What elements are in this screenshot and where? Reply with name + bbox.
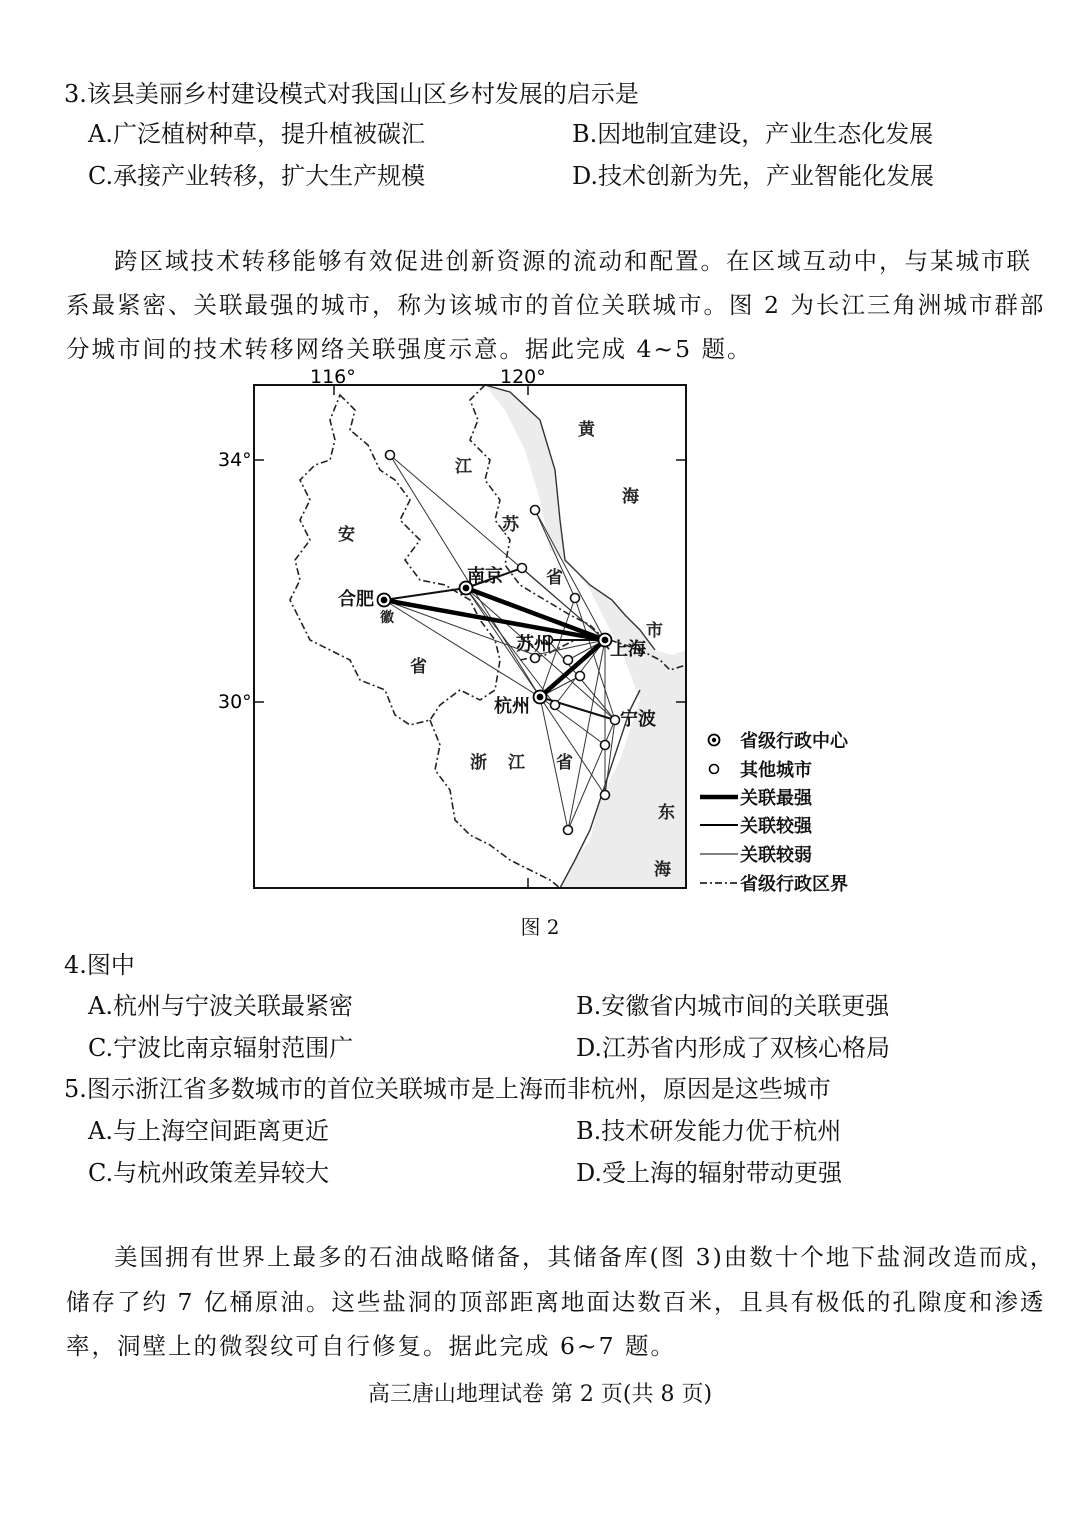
region-sheng-2: 省 [410, 657, 427, 677]
q5-option-a: A.与上海空间距离更近 [88, 1117, 329, 1145]
region-an: 安 [338, 525, 355, 545]
q5-stem: 5.图示浙江省多数城市的首位关联城市是上海而非杭州，原因是这些城市 [64, 1075, 831, 1103]
lat-34: 34° [218, 449, 252, 471]
legend [700, 730, 849, 895]
label-suzhou: 苏州 [516, 634, 552, 655]
lon-116: 116° [310, 366, 356, 388]
label-hangzhou: 杭州 [494, 696, 530, 717]
page-footer: 高三唐山地理试卷 第 2 页(共 8 页) [367, 1382, 713, 1407]
links-weak [384, 455, 615, 830]
q4-option-c: C.宁波比南京辐射范围广 [88, 1034, 354, 1062]
intro1-line-1: 跨区域技术转移能够有效促进创新资源的流动和配置。在区域互动中，与某城市联 [114, 247, 1032, 275]
legend-boundary: 省级行政区界 [740, 874, 848, 895]
figure-2-map [0, 360, 1080, 900]
label-hefei: 合肥 [338, 589, 374, 610]
region-jiang-2: 江 [508, 753, 525, 773]
region-zhe: 浙 [470, 753, 487, 773]
intro2-line-2: 储存了约 7 亿桶原油。这些盐洞的顶部距离地面达数百米，且具有极低的孔隙度和渗透 [66, 1288, 1046, 1316]
intro1-line-2: 系最紧密、关联最强的城市，称为该城市的首位关联城市。图 2 为长江三角洲城市群部 [66, 291, 1046, 319]
q4-option-b: B.安徽省内城市间的关联更强 [576, 992, 890, 1020]
intro2-line-3: 率，洞壁上的微裂纹可自行修复。据此完成 6~7 题。 [66, 1332, 677, 1360]
region-hai-1: 海 [622, 487, 639, 507]
q4-stem: 4.图中 [64, 951, 135, 979]
q3-stem: 3.该县美丽乡村建设模式对我国山区乡村发展的启示是 [64, 80, 639, 108]
q3-option-d: D.技术创新为先，产业智能化发展 [572, 162, 935, 190]
region-shanghai-shi: 市 [646, 621, 663, 641]
q3-option-c: C.承接产业转移，扩大生产规模 [88, 162, 426, 190]
q4-option-d: D.江苏省内形成了双核心格局 [576, 1034, 891, 1062]
q5-option-b: B.技术研发能力优于杭州 [576, 1117, 842, 1145]
region-su: 苏 [502, 515, 519, 535]
region-dong: 东 [658, 803, 675, 823]
legend-stronger: 关联较强 [740, 816, 812, 837]
intro1-line-3: 分城市间的技术转移网络关联强度示意。据此完成 4~5 题。 [66, 335, 753, 363]
region-hui: 徽 [380, 610, 394, 626]
region-hai-2: 海 [654, 860, 671, 880]
label-shanghai: 上海 [610, 639, 646, 660]
region-sheng-1: 省 [546, 568, 563, 588]
figure-2-caption: 图 2 [520, 915, 560, 939]
label-ningbo: 宁波 [620, 709, 656, 730]
region-jiang: 江 [455, 457, 472, 477]
legend-provincial-center: 省级行政中心 [740, 731, 848, 752]
q3-option-a: A.广泛植树种草，提升植被碳汇 [88, 120, 425, 148]
q3-option-b: B.因地制宜建设，产业生态化发展 [572, 120, 934, 148]
label-nanjing: 南京 [467, 566, 503, 587]
legend-strongest: 关联最强 [740, 788, 812, 809]
q5-option-c: C.与杭州政策差异较大 [88, 1159, 330, 1187]
region-sheng-3: 省 [556, 753, 573, 773]
legend-weaker: 关联较弱 [740, 845, 812, 866]
region-huang: 黄 [578, 420, 595, 440]
legend-other-city: 其他城市 [740, 760, 812, 781]
lon-120: 120° [500, 366, 546, 388]
lat-30: 30° [218, 691, 252, 713]
q5-option-d: D.受上海的辐射带动更强 [576, 1159, 843, 1187]
intro2-line-1: 美国拥有世界上最多的石油战略储备，其储备库(图 3)由数十个地下盐洞改造而成， [114, 1243, 1056, 1271]
q4-option-a: A.杭州与宁波关联最紧密 [88, 992, 353, 1020]
